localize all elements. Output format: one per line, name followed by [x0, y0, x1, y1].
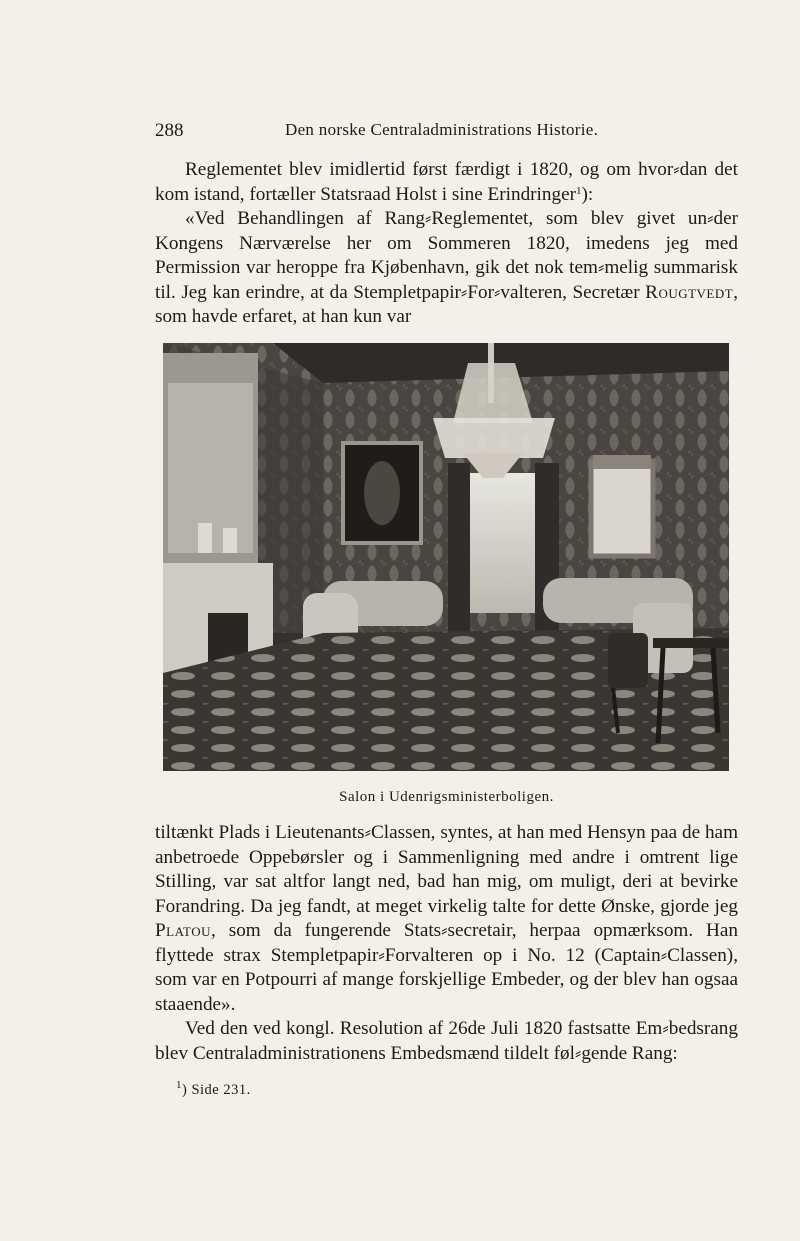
- paragraph: Ved den ved kongl. Resolution af 26de Juli 1820 fastsatte Em⸗bedsrang blev Centraladministrationens Embedsmænd tildelt føl⸗gende Rang:: [155, 1018, 738, 1064]
- paragraph-text: «Ved Behandlingen af Rang⸗Reglementet, som blev givet un⸗der Kongens Nærværelse her om Sommeren 1820, imedens jeg med Permission var heroppe fra Kjøbenhavn, gik det nok tem⸗melig summarisk til. Jeg kan erindre, at da Stempletpapir⸗For⸗valteren, Secretær: [155, 208, 738, 303]
- person-name: Rougtvedt: [645, 281, 734, 303]
- footnote-text: ) Side 231.: [182, 1082, 251, 1098]
- page-number: 288: [155, 120, 184, 141]
- body-text-bottom: [155, 821, 738, 1066]
- paragraph-text: , som havde erfaret, at han kun var: [155, 281, 738, 327]
- paragraph-text: tiltænkt Plads i Lieutenants⸗Classen, syntes, at han med Hensyn paa de ham anbetroede Oppebørsler og i Sammenligning med andre i omtrent lige Stilling, var sat altfor langt ned, bad han mig, om muligt, deri at bevirke Forandring. Da jeg fandt, at meget virkelig talte for dette Ønske, gjorde jeg: [155, 822, 738, 917]
- footnote-reference: 1: [575, 184, 582, 197]
- paragraph-text: Reglementet blev imidlertid først færdigt i 1820, og om hvor⸗dan det kom istand, fortæller Statsraad Holst i sine Erindringer: [155, 159, 738, 205]
- photo-caption: Salon i Udenrigsministerboligen.: [339, 789, 554, 805]
- person-name: Platou: [155, 920, 212, 941]
- running-header: [155, 120, 730, 144]
- paragraph-text: , som da fungerende Stats⸗secretair, herpaa opmærksom. Han flyttede strax Stempletpapir⸗Forvalteren op i No. 12 (Captain⸗Classen), som var en Potpourri af mange forskjellige Embeder, og der blev han ogsaa staaende».: [155, 920, 738, 1015]
- salon-photograph: [163, 343, 729, 771]
- footnote-marker: 1: [176, 1079, 182, 1091]
- paragraph-text: ):: [581, 183, 594, 205]
- paragraph: [155, 158, 738, 207]
- paragraph: [155, 821, 738, 1017]
- body-text-top: [155, 158, 738, 330]
- running-title: Den norske Centraladministrations Historie.: [285, 120, 599, 139]
- paragraph: [155, 207, 738, 330]
- photograph-salon-interior-icon: [163, 343, 729, 771]
- footnote: [176, 1079, 251, 1099]
